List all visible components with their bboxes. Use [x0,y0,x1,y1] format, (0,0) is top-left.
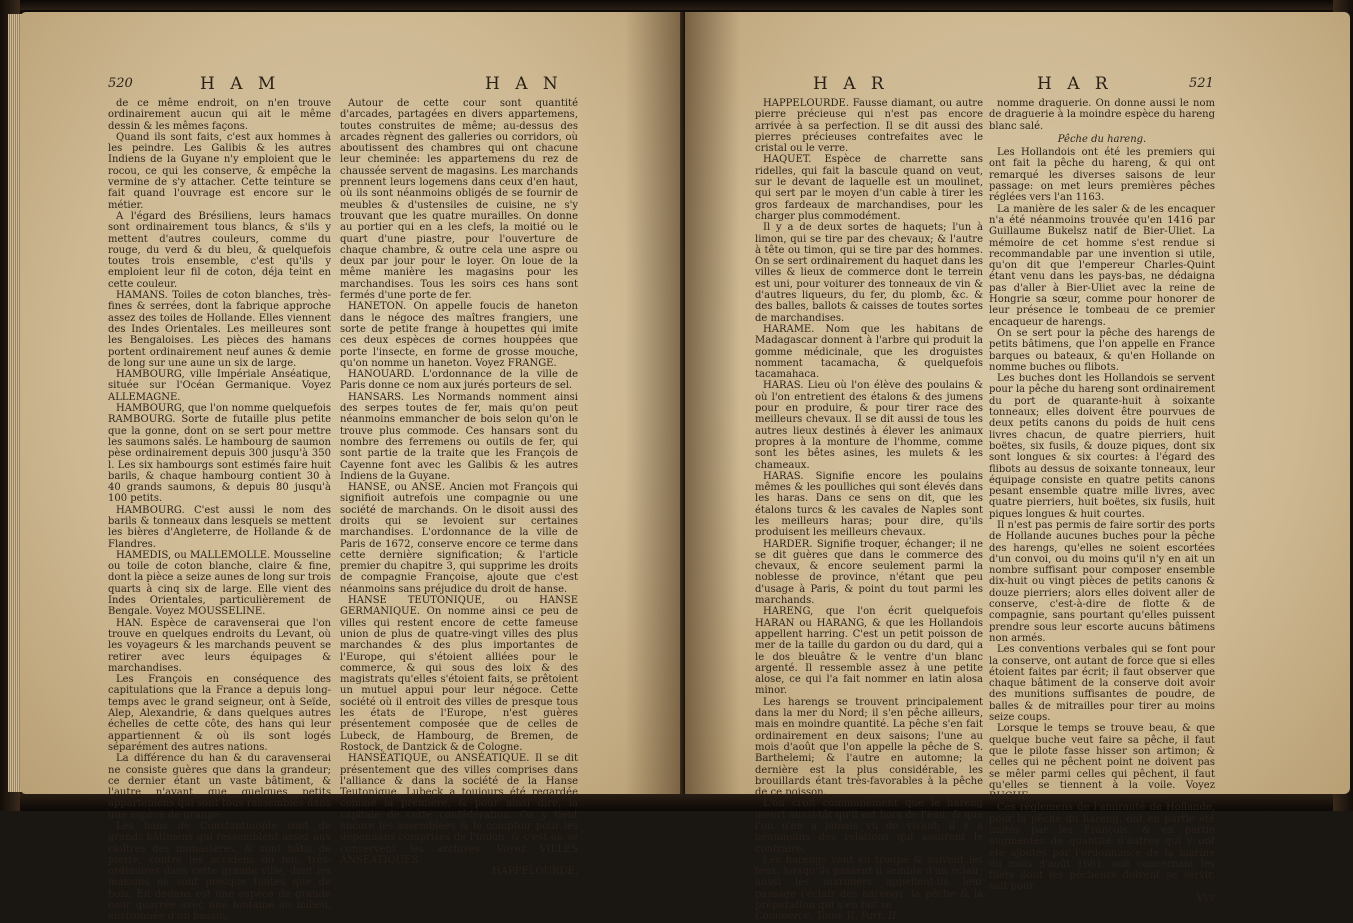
signature-line: Commerce. Tome II. Part. II. [755,911,900,923]
paragraph: HAQUET. Espèce de charrette sans ridelles, qui fait la bascule quand on veut, sur le devant de laquelle est un moulinet, qui sert par le moyen d'un cable à tirer les gros fardeaux de marchandises, pour les charger plus commodément. [755,154,983,222]
paragraph: On se sert pour la pêche des harengs de petits bâtimens, que l'on appelle en France barques ou bateaux, & qu'en Hollande on nomme buches ou flibots. [989,327,1215,373]
paragraph: HARDER. Signifie troquer, échanger; il ne se dit guères que dans le commerce des chevaux, & encore seulement parmi la noblesse de province, n'étant que peu d'usage à Paris, & point du tout parmi les marchands. [755,538,983,607]
paragraph: Quand ils sont faits, c'est aux hommes à les peindre. Les Galibis & les autres Indiens de la Guyane n'y emploient que le rocou, ce qui les conserve, & empêche la vermine de s'y attacher. Cette teinture se fait quand l'ouvrage est encore sur le métier. [108,131,331,211]
right-running-head-1: H A R [813,74,889,94]
paragraph: HANOUARD. L'ordonnance de la ville de Paris donne ce nom aux jurés porteurs de sel. [340,369,578,392]
paragraph: HARAS. Lieu où l'on élève des poulains & où l'on entretient des étalons & des jumens pour en produire, & pour tirer race des meilleurs chevaux. Il se dit aussi de tous les autres lieux destinés à élever les animaux propres à la monture de l'homme, comme sont les bêtes asines, les mulets & les chameaux. [755,380,983,471]
right-page-header [685,72,1350,96]
section-heading: Pêche du hareng. [1057,133,1147,145]
left-column-1 [108,98,331,923]
right-running-head-2: H A R [1037,74,1113,94]
left-column-2 [340,98,578,878]
right-column-2 [989,98,1215,904]
paragraph: HARAS. Signifie encore les poulains mêmes & les poulliches qui sont élevés dans les haras. Dans ce sens on dit, que les étalons turcs & les cavales de Naples sont les meilleurs haras; pour dire, qu'ils produisent les meilleurs chevaux. [755,470,983,539]
paragraph: Les buches dont les Hollandois se servent pour la pêche du hareng sont ordinairement du port de quarante-huit à soixante tonneaux; elles doivent être pourvues de deux petits canons du poids de huit cens livres chacun, de quatre pierriers, huit boëtes, six fusils, & douze piques, dont six sont longues & six courtes: à l'égard des flibots au dessus de soixante tonneaux, leur équipage consiste en quatre petits canons pesant ensemble quatre mille livres, avec quatre pierriers, huit boëtes, six fusils, huit piques longues & huit courtes. [989,373,1215,520]
paragraph: HAMBOURG, ville Impériale Anséatique, située sur l'Océan Germanique. Voyez ALLEMAGNE. [108,369,331,403]
catchword: Vvv [1196,892,1215,904]
right-column-1 [755,98,983,923]
paragraph: Il y a de deux sortes de haquets; l'un à limon, qui se tire par des chevaux; & l'autre à tête ou timon, qui se tire par des hommes. On se sert ordinairement du haquet dans les villes & lieux de commerce dont le terrein est uni, pour voiturer des tonneaux de vin & d'autres liqueurs, du fer, du plomb, &c. & des balles, ballots & caisses de toutes sortes de marchandises. [755,222,983,324]
paragraph: Les Hollandois ont été les premiers qui ont fait la pêche du hareng, & qui ont remarqué les diverses saisons de leur passage: on met leurs premières pêches réglées vers l'an 1163. [989,147,1215,204]
paragraph: Les François en conséquence des capitulations que la France a depuis long-temps avec le grand seigneur, ont à Seïde, Alep, Alexandrie, & dans quelques autres échelles de cette côte, des hans qui leur appartiennent & où ils sont logés séparément des autres nations. [108,674,331,753]
paragraph: Les hans de Constantinople sont de grands bâtimens qui ressemblent assez aux cloîtres des monastères, & sont bâtis de pierre, contre les accidens du feu, très-ordinaires dans cette grande ville, dont les maisons ne sont presque toutes que de bois. En dedans est une espèce de grande cour quarrée avec une fontaine au milieu, environnée d'un bassin. [108,821,331,923]
paragraph: HAMBOURG, que l'on nomme quelquefois RAMBOURG. Sorte de futaille plus petite que la gonne, dont on se sert pour mettre les saumons salés. Le hambourg de saumon pèse ordinairement depuis 300 jusqu'à 350 l. Les six hambourgs sont estimés faire huit barils, & chaque hambourg contient 30 à 40 grands saumons, & depuis 80 jusqu'à 100 petits. [108,403,331,505]
paragraph: de ce même endroit, on n'en trouve ordinairement aucun qui ait le même dessin & les mêmes façons. [108,98,331,132]
paragraph: Il n'est pas permis de faire sortir des ports de Hollande aucunes buches pour la pêche des harengs, qu'elles ne soient escortées d'un convoi, ou du moins qu'il n'y en ait un nombre suffisant pour composer ensemble dix-huit ou vingt pièces de petits canons & douze pierriers; alors elles doivent aller de conserve, c'est-à-dire de flotte & de compagnie, sans pourtant qu'elles puissent prendre sous leur escorte aucuns bâtimens non armés. [989,519,1215,644]
paragraph: Les harengs vont en troupe & suivent les feux: lorsqu'ils passent il semble d'un éclair; aussi les mariniers appellent-ils leur passage l'éclair des harengs: la pêche & la préparation qui s'en fait se [755,854,983,912]
paragraph: La différence du han & du caravenserai ne consiste guères que dans la grandeur; ce dernier étant un vaste bâtiment, & l'autre n'ayant que quelques petits appartemens qui sont tous rassemblés dans une espèce de grange. [108,753,331,821]
catchword: HAPPELOURDE, [492,866,578,878]
paragraph: A l'égard des Brésiliens, leurs hamacs sont ordinairement tous blancs, & s'ils y mettent d'autres couleurs, comme du rouge, du verd & du bleu, & quelquefois toutes trois ensemble, c'est qu'ils y emploient leur fil de coton, déja teint en cette couleur. [108,210,331,290]
paragraph: nomme draguerie. On donne aussi le nom de draguerie à la moindre espèce du hareng blanc salé. [989,98,1215,132]
paragraph: Les conventions verbales qui se font pour la conserve, ont autant de force que si elles étoient faites par écrit; il faut observer que chaque bâtiment de la conserve doit avoir des munitions suffisantes de poudre, de balles & de mitrailles pour tirer au moins seize coups. [989,644,1215,724]
right-page [685,12,1350,923]
paragraph: La manière de les saler & de les encaquer n'a été néanmoins trouvée qu'en 1416 par Guillaume Bukelsz natif de Bier-Uliet. La mémoire de cet homme s'est rendue si recommandable par une invention si utile, qu'on dit que l'empereur Charles-Quint étant venu dans les pays-bas, ne dédaigna pas d'aller à Bier-Uliet avec la reine de Hongrie sa sœur, comme pour honorer de leur présence le tombeau de ce premier encaqueur de harengs. [989,203,1215,328]
paragraph: HANSARS. Les Normands nomment ainsi des serpes toutes de fer, mais qu'on peut néanmoins emmancher de bois selon qu'on le trouve plus commode. Ces hansars sont du nombre des ferremens ou outils de fer, qui sont partie de la traite que les François de Cayenne font avec les Galibis & les autres Indiens de la Guyane. [340,391,578,482]
left-page-header [20,72,685,96]
paragraph: L'on croit communément que le hareng meurt aussi-tôt qu'il est hors de l'eau, & que l'on n'en a jamais vu de vivant; il y a néanmoins des relations qui assurent le contraire. [755,798,983,855]
paragraph: Les harengs se trouvent principalement dans la mer du Nord; il s'en pêche ailleurs, mais en moindre quantité. La pêche s'en fait ordinairement en deux saisons; l'une au mois d'août que l'on appelle la pêche de S. Barthelemi; & l'autre en automne; la dernière est la plus considérable, les brouillards étant très-favorables à la pêche de ce poisson. [755,696,983,799]
paragraph: HANETON. On appelle foucis de haneton dans le négoce des maîtres frangiers, une sorte de petite frange à houpettes qui imite ces deux espèces de cornes houppées que porte l'insecte, en forme de grosse mouche, qu'on nomme un haneton. Voyez FRANGE. [340,301,578,369]
paragraph: HANSÉATIQUE, ou ANSÉATIQUE. Il se dit présentement que des villes comprises dans l'alliance & dans la société de la Hanse Teutonique. Lubeck a toujours été regardée comme la première, & pour ainsi dire, la capitale de cette confédération. On y tient encore les assemblées & le comptoir pour les dépendans comprises de l'union, & c'est où se conservent les archives. Voyez VILLES ANSÉATIQUES. [340,753,578,866]
left-page-number: 520 [108,76,133,91]
right-page-number: 521 [1189,76,1214,91]
left-page [20,12,685,923]
left-running-head-1: H A M [200,74,281,94]
paragraph: Lorsque le temps se trouve beau, & que quelque buche veut faire sa pêche, il faut que le pilote fasse hisser son artimon; & celles qui ne pêchent point ne doivent pas se mêler parmi celles qui pêchent, il faut qu'elles se tiennent à la voile. Voyez BUCHE. [989,723,1215,803]
paragraph: HARENG, que l'on écrit quelquefois HARAN ou HARANG, & que les Hollandois appellent harring. C'est un petit poisson de mer de la taille du gardon ou du dard, qui a le dos bleuâtre & le ventre d'un blanc argenté. Il ressemble assez à une petite alose, ce qui l'a fait nommer en latin alosa minor. [755,606,983,697]
paragraph: HAMEDIS, ou MALLEMOLLE. Mousseline ou toile de coton blanche, claire & fine, dont la pièce a seize aunes de long sur trois quarts à cinq six de large. Elle vient des Indes Orientales, particulièrement de Bengale. Voyez MOUSSELINE. [108,549,331,618]
paragraph: HANSE, ou ANSE. Ancien mot François qui signifioit autrefois une compagnie ou une société de marchands. On le disoit aussi des droits qui se levoient sur certaines marchandises. L'ordonnance de la ville de Paris de 1672, conserve encore ce terme dans cette dernière signification; & l'article premier du chapitre 3, qui supprime les droits de compagnie Françoise, ajoute que c'est néanmoins sans préjudice du droit de hanse. [340,482,578,595]
book-cover-top [0,0,1353,10]
paragraph: Autour de cette cour sont quantité d'arcades, partagées en divers appartemens, toutes construites de même; au-dessus des arcades règnent des galleries ou corridors, où aboutissent des chambres qui ont chacune leur cheminée: les appartemens du rez de chaussée servent de magasins. Les marchands prennent leurs logemens dans ceux d'en haut, où ils sont néanmoins obligés de se fournir de meubles & d'ustensiles de cuisine, ne s'y trouvant que les quatre murailles. On donne au portier qui en a les clefs, la moitié ou le quart d'une piastre, pour l'ouverture de chaque chambre, & outre cela une aspre ou deux par jour pour le loyer. On loue de la même manière les magasins pour les marchandises. Tous les soirs ces hans sont fermés d'une porte de fer. [340,98,578,302]
paragraph: HARAME. Nom que les habitans de Madagascar donnent à l'arbre qui produit la gomme médicinale, que les droguistes nomment tacamacha, & quelquefois tacamahaca. [755,323,983,381]
left-running-head-2: H A N [485,74,563,94]
paragraph: HAMBOURG. C'est aussi le nom des barils & tonneaux dans lesquels se mettent les bières d'Angleterre, de Hollande & de Flandres. [108,504,331,550]
paragraph: Ces règlemens de l'amirauté de Hollande, pour la pêche du hareng, ont en partie été imités par les François, & en partie augmentés de quantité d'autres qui y ont été ajoutés par l'ordonnance de la marine du mois d'août 1681, soit concernant les filets dont les pêcheurs doivent se servir, soit pour [989,802,1215,893]
paragraph: HANSE TEUTONIQUE, ou HANSE GERMANIQUE. On nomme ainsi ce peu de villes qui restent encore de cette fameuse union de plus de quatre-vingt villes des plus marchandes & des plus importantes de l'Europe, qui s'étoient alliées pour le commerce, & qui sous des loix & des magistrats qu'elles s'étoient faits, se prêtoient un mutuel appui pour leur négoce. Cette société où il entroit des villes de presque tous les états de l'Europe, n'est guères présentement composée que de celles de Lubeck, de Hambourg, de Bremen, de Rostock, de Dantzick & de Cologne. [340,595,578,753]
paragraph: HAPPELOURDE. Fausse diamant, ou autre pierre précieuse qui n'est pas encore arrivée à sa perfection. Il se dit aussi des pierres précieuses contrefaites avec le cristal ou le verre. [755,98,983,155]
paragraph: HAMANS. Toiles de coton blanches, très-fines & serrées, dont la fabrique approche assez des toiles de Hollande. Elles viennent des Indes Orientales. Les meilleures sont les Bengaloises. Les pièces des hamans portent ordinairement neuf aunes & demie de long sur une aune un six de large. [108,290,331,369]
paragraph: HAN. Espèce de caravenserai que l'on trouve en quelques endroits du Levant, où les voyageurs & les marchands peuvent se retirer avec leurs équipages & marchandises. [108,617,331,674]
